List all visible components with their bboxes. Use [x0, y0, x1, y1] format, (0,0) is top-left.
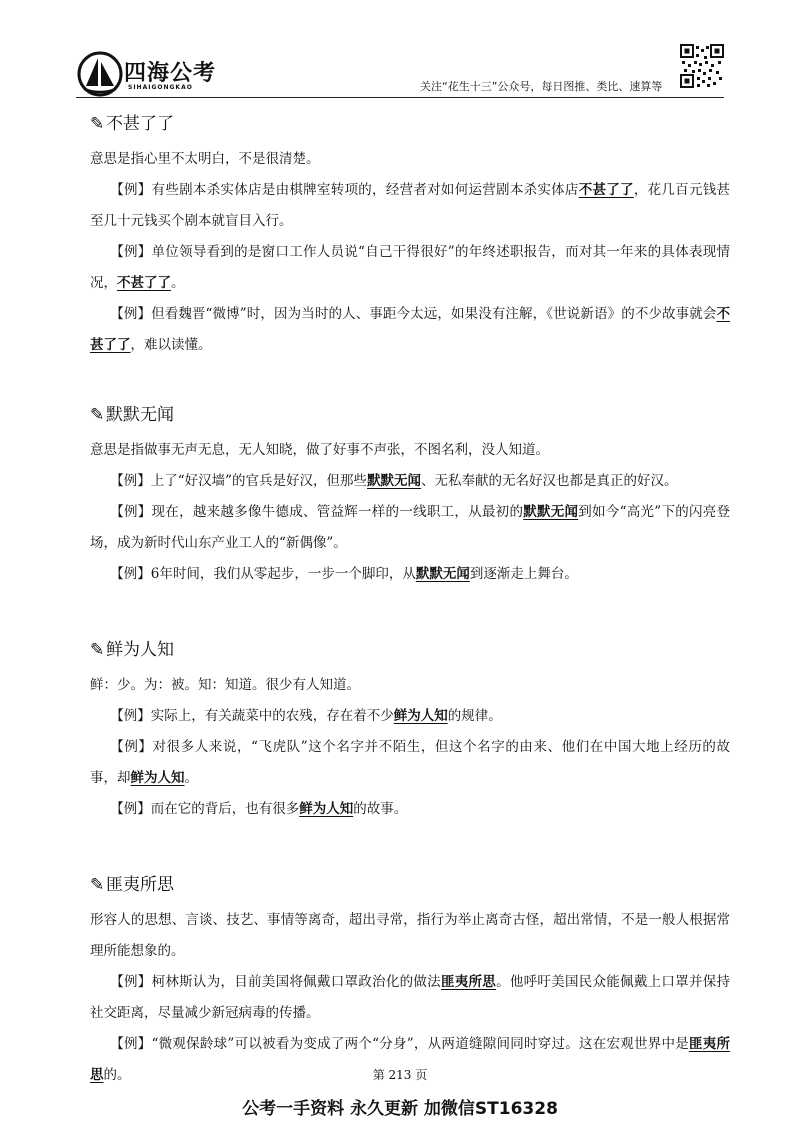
header-tagline: 关注“花生十三”公众号，每日图推、类比、速算等 — [420, 80, 663, 93]
idiom-section — [90, 403, 730, 590]
example-paragraph: 【例】实际上，有关蔬菜中的农残，存在着不少鲜为人知的规律。 — [110, 708, 502, 724]
meaning-text: 意思是指做事无声无息，无人知晓，做了好事不声张，不图名利，没人知道。 — [90, 442, 549, 458]
keyword: 匪夷所思 — [440, 974, 497, 990]
section-title: ✎ 鲜为人知 — [90, 640, 174, 660]
example-paragraph: 【例】“微观保龄球”可以被看为变成了两个“分身”，从两道缝隙间同时穿过。这在宏观世界中是匪夷所思的。 — [90, 1036, 731, 1083]
pencil-icon: ✎ — [90, 640, 105, 660]
keyword: 不甚了了 — [578, 182, 634, 198]
example-paragraph: 【例】有些剧本杀实体店是由棋牌室转项的，经营者对如何运营剧本杀实体店不甚了了，花几百元钱甚至几十元钱买个剧本就盲目入行。 — [90, 182, 731, 229]
meaning-text: 意思是指心里不太明白，不是很清楚。 — [90, 151, 320, 167]
meaning-text: 形容人的思想、言谈、技艺、事情等离奇，超出寻常，指行为举止离奇古怪，超出常情，不是一般人根据常理所能想象的。 — [90, 912, 730, 959]
example-paragraph: 【例】单位领导看到的是窗口工作人员说“自己干得很好”的年终述职报告，而对其一年来的具体表现情况，不甚了了。 — [90, 244, 730, 291]
example-paragraph: 【例】柯林斯认为，目前美国将佩戴口罩政治化的做法匪夷所思。他呼吁美国民众能佩戴上口罩并保持社交距离，尽量减少新冠病毒的传播。 — [90, 974, 731, 1021]
main-content — [90, 112, 730, 1091]
section-title: ✎ 默默无闻 — [90, 405, 174, 425]
page-number: 第 213 页 — [372, 1068, 428, 1082]
keyword: 不甚了了 — [90, 306, 730, 353]
example-paragraph: 【例】对很多人来说，“飞虎队”这个名字并不陌生，但这个名字的由来、他们在中国大地上经历的故事，却鲜为人知。 — [90, 739, 730, 786]
keyword: 默默无闻 — [367, 473, 422, 489]
section-title: ✎ 不甚了了 — [90, 114, 174, 134]
qr-code-icon — [680, 44, 724, 88]
pencil-icon: ✎ — [90, 114, 105, 134]
keyword: 默默无闻 — [523, 504, 579, 520]
brand-name: 四海公考 — [124, 61, 217, 86]
meaning-text: 鲜：少。为：被。知：知道。很少有人知道。 — [90, 677, 360, 693]
footer-text: 公考一手资料 永久更新 加微信ST16328 — [242, 1099, 558, 1119]
keyword: 不甚了了 — [117, 275, 171, 291]
example-paragraph: 【例】但看魏晋“微博”时，因为当时的人、事距今太远，如果没有注解，《世说新语》的不少故事就会不甚了了，难以读懂。 — [90, 306, 730, 353]
sailboat-logo-icon — [76, 50, 124, 98]
keyword: 鲜为人知 — [299, 801, 354, 817]
example-paragraph: 【例】上了“好汉墙”的官兵是好汉，但那些默默无闻、无私奉献的无名好汉也都是真正的好汉。 — [110, 473, 678, 489]
keyword: 匪夷所思 — [90, 1036, 731, 1083]
page-header — [0, 0, 800, 100]
brand-subtitle: SIHAIGONGKAO — [128, 84, 193, 91]
idiom-section — [90, 873, 730, 1091]
header-divider — [76, 97, 724, 98]
example-paragraph: 【例】6年时间，我们从零起步，一步一个脚印，从默默无闻到逐渐走上舞台。 — [110, 566, 578, 582]
keyword: 鲜为人知 — [130, 770, 185, 786]
example-paragraph: 【例】现在，越来越多像牛德成、管益辉一样的一线职工，从最初的默默无闻到如今“高光”下的闪亮登场，成为新时代山东产业工人的“新偶像”。 — [90, 504, 731, 551]
idiom-section — [90, 638, 730, 825]
section-title: ✎ 匪夷所思 — [90, 875, 174, 895]
keyword: 鲜为人知 — [393, 708, 448, 724]
example-paragraph: 【例】而在它的背后，也有很多鲜为人知的故事。 — [110, 801, 408, 817]
idiom-section — [90, 112, 730, 361]
pencil-icon: ✎ — [90, 405, 105, 425]
keyword: 默默无闻 — [415, 566, 470, 582]
pencil-icon: ✎ — [90, 875, 105, 895]
